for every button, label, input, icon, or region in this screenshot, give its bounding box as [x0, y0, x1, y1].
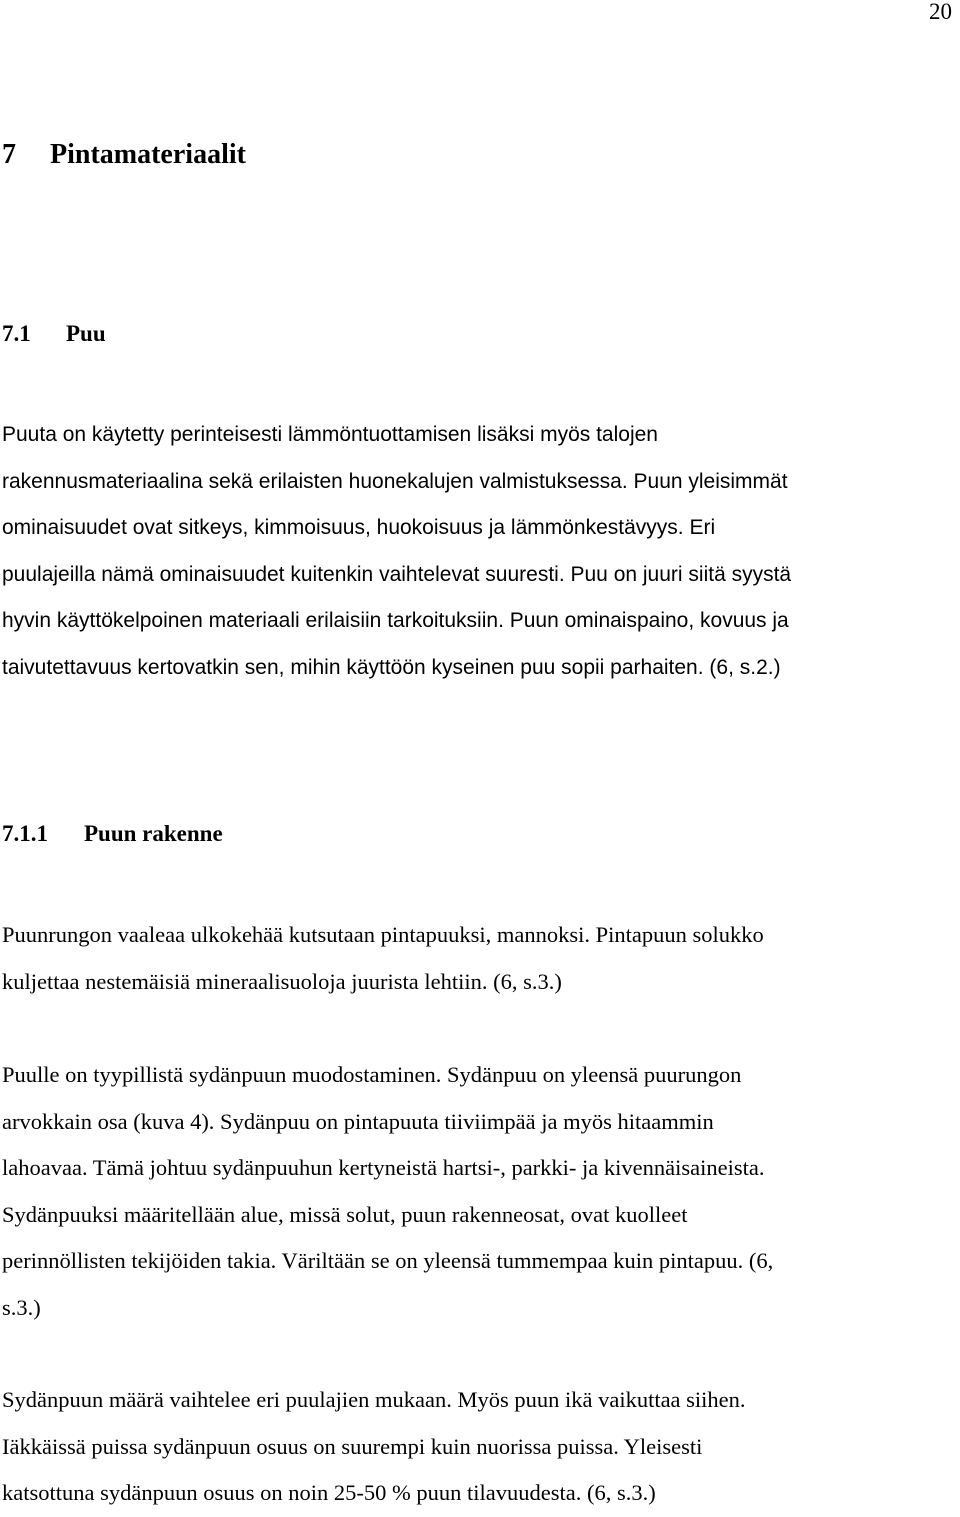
paragraph-sydanpuun-maara: [2, 1377, 746, 1517]
paragraph-line: Puulle on tyypillistä sydänpuun muodostaminen. Sydänpuu on yleensä puurungon: [2, 1062, 742, 1087]
subsection-number: 7.1.1: [2, 821, 48, 846]
paragraph-line: Puuta on käytetty perinteisesti lämmöntuottamisen lisäksi myös talojen: [2, 423, 658, 446]
chapter-title: Pintamateriaalit: [50, 139, 246, 170]
page-number: 20: [929, 0, 952, 24]
paragraph-line: s.3.): [2, 1294, 41, 1320]
paragraph-intro: [2, 412, 791, 691]
paragraph-line: rakennusmateriaalina sekä erilaisten huonekalujen valmistuksessa. Puun yleisimmät: [2, 469, 788, 493]
section-title: Puu: [66, 321, 106, 346]
subsection-heading: [2, 820, 223, 848]
paragraph-line: Sydänpuun määrä vaihtelee eri puulajien mukaan. Myös puun ikä vaikuttaa siihen.: [2, 1387, 746, 1412]
chapter-heading: [2, 138, 246, 172]
paragraph-line: lahoavaa. Tämä johtuu sydänpuuhun kertyneistä hartsi-, parkki- ja kivennäisaineista.: [2, 1155, 765, 1180]
paragraph-line: Sydänpuuksi määritellään alue, missä solut, puun rakenneosat, ovat kuolleet: [2, 1201, 688, 1227]
paragraph-line: perinnöllisten tekijöiden takia. Väriltään se on yleensä tummempaa kuin pintapuu. (6,: [2, 1248, 774, 1273]
paragraph-line: katsottuna sydänpuun osuus on noin 25-50 % puun tilavuudesta. (6, s.3.): [2, 1480, 656, 1505]
paragraph-line: Iäkkäissä puissa sydänpuun osuus on suurempi kuin nuorissa puissa. Yleisesti: [2, 1433, 703, 1459]
paragraph-pintapuu: [2, 912, 764, 1005]
paragraph-line: taivutettavuus kertovatkin sen, mihin käyttöön kyseinen puu sopii parhaiten. (6, s.2.): [2, 655, 781, 679]
paragraph-line: ominaisuudet ovat sitkeys, kimmoisuus, huokoisuus ja lämmönkestävyys. Eri: [2, 516, 716, 539]
paragraph-line: puulajeilla nämä ominaisuudet kuitenkin vaihtelevat suuresti. Puu on juuri siitä syystä: [2, 562, 792, 586]
paragraph-sydanpuu: [2, 1052, 773, 1331]
paragraph-line: kuljettaa nestemäisiä mineraalisuoloja juurista lehtiin. (6, s.3.): [2, 968, 562, 994]
paragraph-line: Puunrungon vaaleaa ulkokehää kutsutaan pintapuuksi, mannoksi. Pintapuun solukko: [2, 922, 764, 947]
section-number: 7.1: [2, 321, 31, 346]
chapter-number: 7: [2, 139, 16, 170]
subsection-title: Puun rakenne: [84, 821, 223, 846]
section-heading: [2, 320, 106, 348]
paragraph-line: arvokkain osa (kuva 4). Sydänpuu on pintapuuta tiiviimpää ja myös hitaammin: [2, 1108, 714, 1134]
paragraph-line: hyvin käyttökelpoinen materiaali erilaisiin tarkoituksiin. Puun ominaispaino, kovuus ja: [2, 609, 789, 632]
